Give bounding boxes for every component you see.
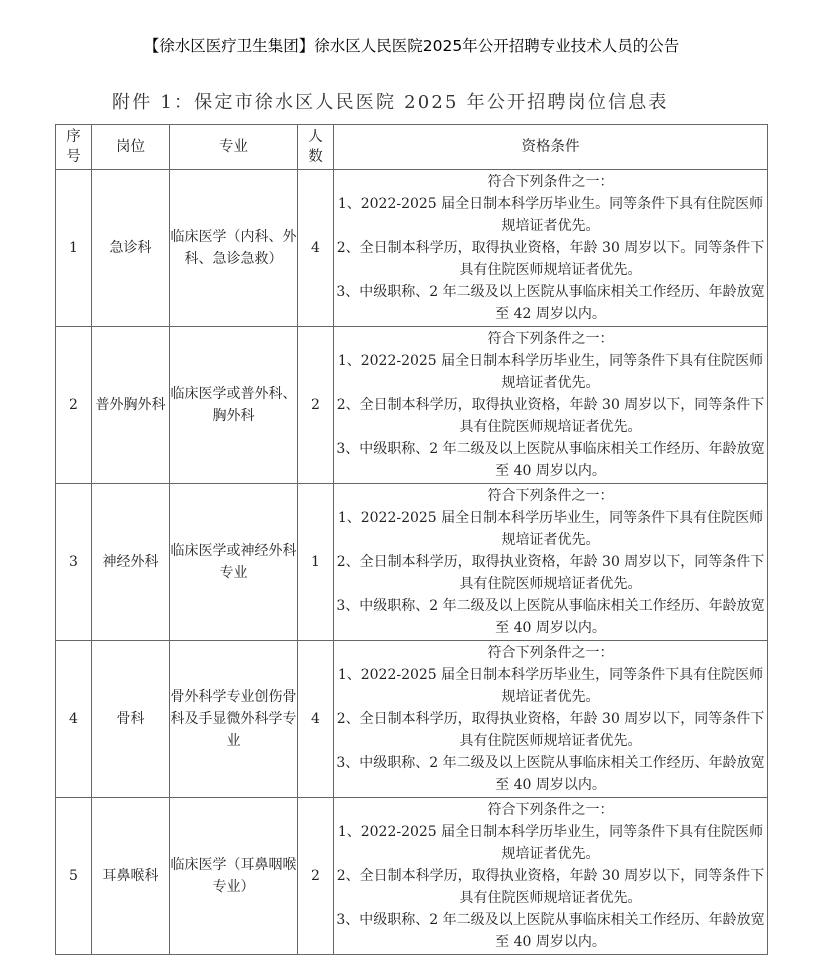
requirement-line: 1、2022-2025 届全日制本科学历毕业生。同等条件下具有住院医师规培证者优先。 <box>337 196 764 234</box>
header-major: 专业 <box>170 125 298 170</box>
table-row <box>56 798 768 955</box>
requirement-line: 2、全日制本科学历，取得执业资格，年龄 30 周岁以下，同等条件下具有住院医师规培证者优先。 <box>336 397 765 435</box>
table-row <box>56 641 768 798</box>
attachment-title: 附件 1：保定市徐水区人民医院 2025 年公开招聘岗位信息表 <box>112 92 669 113</box>
cell-requirements <box>334 798 768 955</box>
table-header-row <box>56 125 768 170</box>
requirement-line: 3、中级职称、2 年二级及以上医院从事临床相关工作经历、年龄放宽至 42 周岁以内。 <box>336 284 765 322</box>
requirement-line: 符合下列条件之一： <box>487 174 614 190</box>
requirement-line: 2、全日制本科学历，取得执业资格，年龄 30 周岁以下，同等条件下具有住院医师规培证者优先。 <box>336 554 765 592</box>
requirement-line: 3、中级职称、2 年二级及以上医院从事临床相关工作经历、年龄放宽至 40 周岁以内。 <box>336 912 765 950</box>
cell-count: 2 <box>298 798 334 955</box>
table-row <box>56 170 768 327</box>
cell-no: 5 <box>56 798 92 955</box>
requirement-line: 1、2022-2025 届全日制本科学历毕业生，同等条件下具有住院医师规培证者优先。 <box>337 353 764 391</box>
cell-position: 骨科 <box>92 641 170 798</box>
cell-position: 急诊科 <box>92 170 170 327</box>
cell-no: 4 <box>56 641 92 798</box>
requirement-line: 符合下列条件之一： <box>487 802 614 818</box>
requirement-line: 2、全日制本科学历，取得执业资格，年龄 30 周岁以下，同等条件下具有住院医师规培证者优先。 <box>336 868 765 906</box>
cell-requirements <box>334 484 768 641</box>
cell-no: 2 <box>56 327 92 484</box>
cell-position: 耳鼻喉科 <box>92 798 170 955</box>
cell-requirements <box>334 327 768 484</box>
cell-count: 1 <box>298 484 334 641</box>
requirement-line: 3、中级职称、2 年二级及以上医院从事临床相关工作经历、年龄放宽至 40 周岁以内。 <box>336 441 765 479</box>
requirement-line: 2、全日制本科学历，取得执业资格，年龄 30 周岁以下，同等条件下具有住院医师规培证者优先。 <box>336 711 765 749</box>
table-row <box>56 484 768 641</box>
cell-requirements <box>334 641 768 798</box>
cell-major: 临床医学（内科、外科、急诊急救） <box>170 170 298 327</box>
requirement-line: 符合下列条件之一： <box>487 331 614 347</box>
header-requirements: 资格条件 <box>334 125 768 170</box>
header-no: 序号 <box>56 125 92 170</box>
cell-requirements <box>334 170 768 327</box>
requirement-line: 2、全日制本科学历，取得执业资格，年龄 30 周岁以下。同等条件下具有住院医师规培证者优先。 <box>336 240 765 278</box>
cell-count: 2 <box>298 327 334 484</box>
table-row <box>56 327 768 484</box>
cell-position: 神经外科 <box>92 484 170 641</box>
header-count: 人数 <box>298 125 334 170</box>
requirement-line: 3、中级职称、2 年二级及以上医院从事临床相关工作经历、年龄放宽至 40 周岁以内。 <box>336 755 765 793</box>
cell-no: 1 <box>56 170 92 327</box>
requirement-line: 1、2022-2025 届全日制本科学历毕业生，同等条件下具有住院医师规培证者优先。 <box>337 667 764 705</box>
cell-no: 3 <box>56 484 92 641</box>
requirement-line: 3、中级职称、2 年二级及以上医院从事临床相关工作经历、年龄放宽至 40 周岁以内。 <box>336 598 765 636</box>
article-headline: 【徐水区医疗卫生集团】徐水区人民医院2025年公开招聘专业技术人员的公告 <box>143 37 680 55</box>
recruitment-table <box>55 124 768 955</box>
requirement-line: 1、2022-2025 届全日制本科学历毕业生，同等条件下具有住院医师规培证者优先。 <box>337 824 764 862</box>
requirement-line: 符合下列条件之一： <box>487 645 614 661</box>
cell-count: 4 <box>298 641 334 798</box>
cell-major: 临床医学或普外科、胸外科 <box>170 327 298 484</box>
header-position: 岗位 <box>92 125 170 170</box>
requirement-line: 1、2022-2025 届全日制本科学历毕业生，同等条件下具有住院医师规培证者优先。 <box>337 510 764 548</box>
requirement-line: 符合下列条件之一： <box>487 488 614 504</box>
cell-major: 临床医学（耳鼻咽喉专业） <box>170 798 298 955</box>
cell-major: 骨外科学专业创伤骨科及手显微外科学专业 <box>170 641 298 798</box>
cell-major: 临床医学或神经外科专业 <box>170 484 298 641</box>
cell-position: 普外胸外科 <box>92 327 170 484</box>
cell-count: 4 <box>298 170 334 327</box>
